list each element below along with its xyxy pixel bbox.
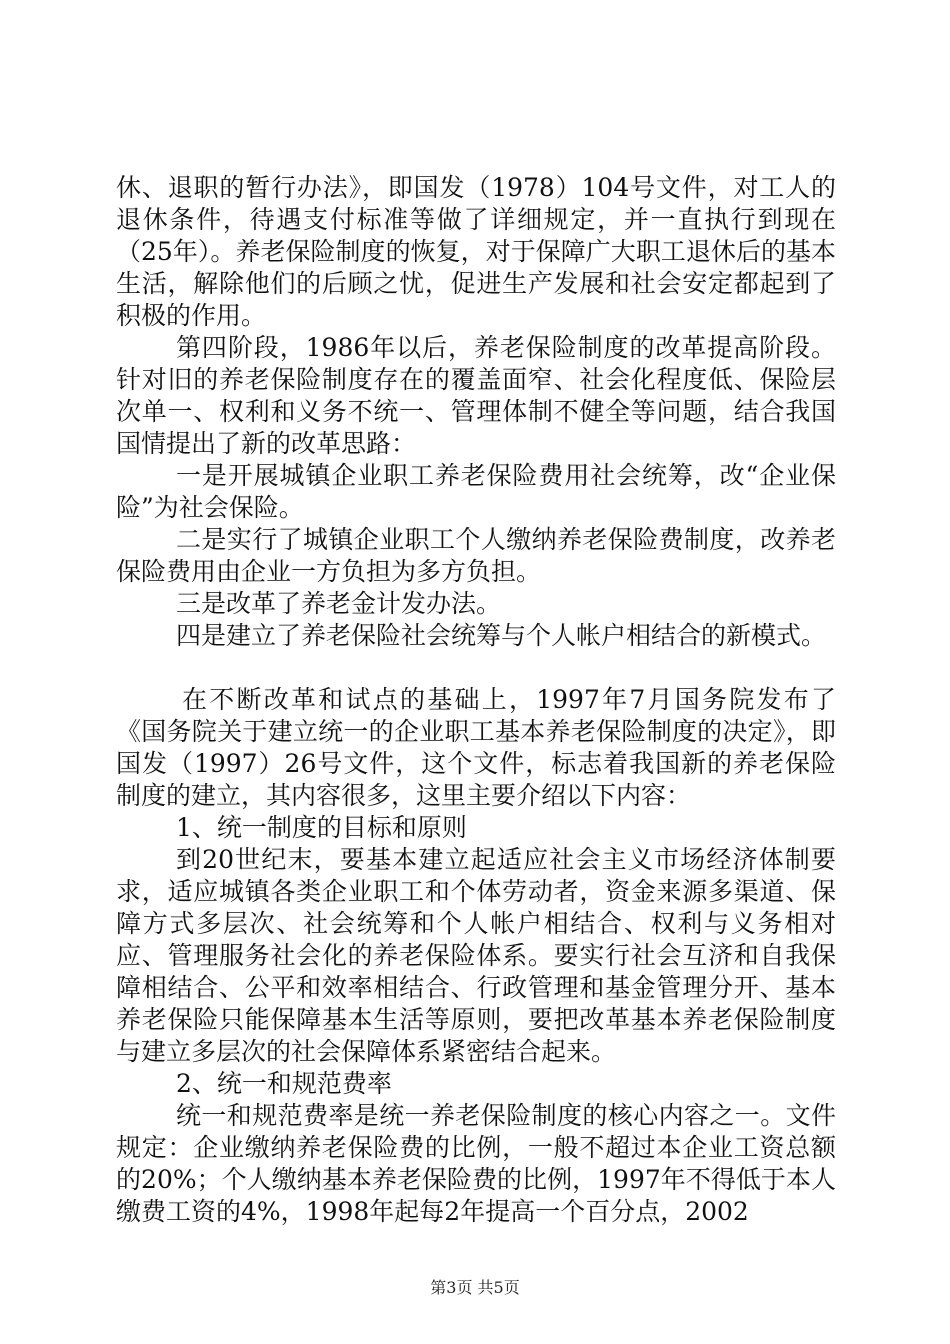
paragraph-item-three: 三是改革了养老金计发办法。	[176, 589, 502, 618]
paragraph-continuation: 休、退职的暂行办法》，即国发（1978）104号文件，对工人的退休条件，待遇支付标准等做了详细规定，并一直执行到现在（25年）。养老保险制度的恢复，对于保障广大职工退休后的基本生活，解除他们的后顾之忧，促进生产发展和社会安定都起到了积极的作用。	[116, 173, 836, 330]
page-footer: 第3页 共5页	[430, 1278, 520, 1297]
paragraph-stage-four: 第四阶段，1986年以后，养老保险制度的改革提高阶段。针对旧的养老保险制度存在的覆盖面窄、社会化程度低、保险层次单一、权利和义务不统一、管理体制不健全等问题，结合我国国情提出了新的改革思路：	[116, 333, 836, 458]
paragraph-item-one: 一是开展城镇企业职工养老保险费用社会统筹，改“企业保险”为社会保险。	[116, 461, 836, 522]
paragraph-1997-decision: 在不断改革和试点的基础上，1997年7月国务院发布了《国务院关于建立统一的企业职工基本养老保险制度的决定》，即国发（1997）26号文件，这个文件，标志着我国新的养老保险制度的建立，其内容很多，这里主要介绍以下内容：	[116, 685, 836, 810]
section-heading-rates: 2、统一和规范费率	[176, 1069, 392, 1098]
paragraph-goals: 到20世纪末，要基本建立起适应社会主义市场经济体制要求，适应城镇各类企业职工和个体劳动者，资金来源多渠道、保障方式多层次、社会统筹和个人帐户相结合、权利与义务相对应、管理服务社会化的养老保险体系。要实行社会互济和自我保障相结合、公平和效率相结合、行政管理和基金管理分开、基本养老保险只能保障基本生活等原则，要把改革基本养老保险制度与建立多层次的社会保障体系紧密结合起来。	[116, 845, 836, 1066]
document-body	[116, 172, 836, 1228]
paragraph-item-four: 四是建立了养老保险社会统筹与个人帐户相结合的新模式。	[176, 621, 827, 650]
paragraph-rates: 统一和规范费率是统一养老保险制度的核心内容之一。文件规定：企业缴纳养老保险费的比例，一般不超过本企业工资总额的20%；个人缴纳基本养老保险费的比例，1997年不得低于本人缴费工资的4%，1998年起每2年提高一个百分点，2002	[116, 1101, 836, 1226]
paragraph-item-two: 二是实行了城镇企业职工个人缴纳养老保险费制度，改养老保险费用由企业一方负担为多方负担。	[116, 525, 836, 586]
section-heading-goals: 1、统一制度的目标和原则	[176, 813, 467, 842]
paragraph-spacer	[116, 652, 836, 684]
